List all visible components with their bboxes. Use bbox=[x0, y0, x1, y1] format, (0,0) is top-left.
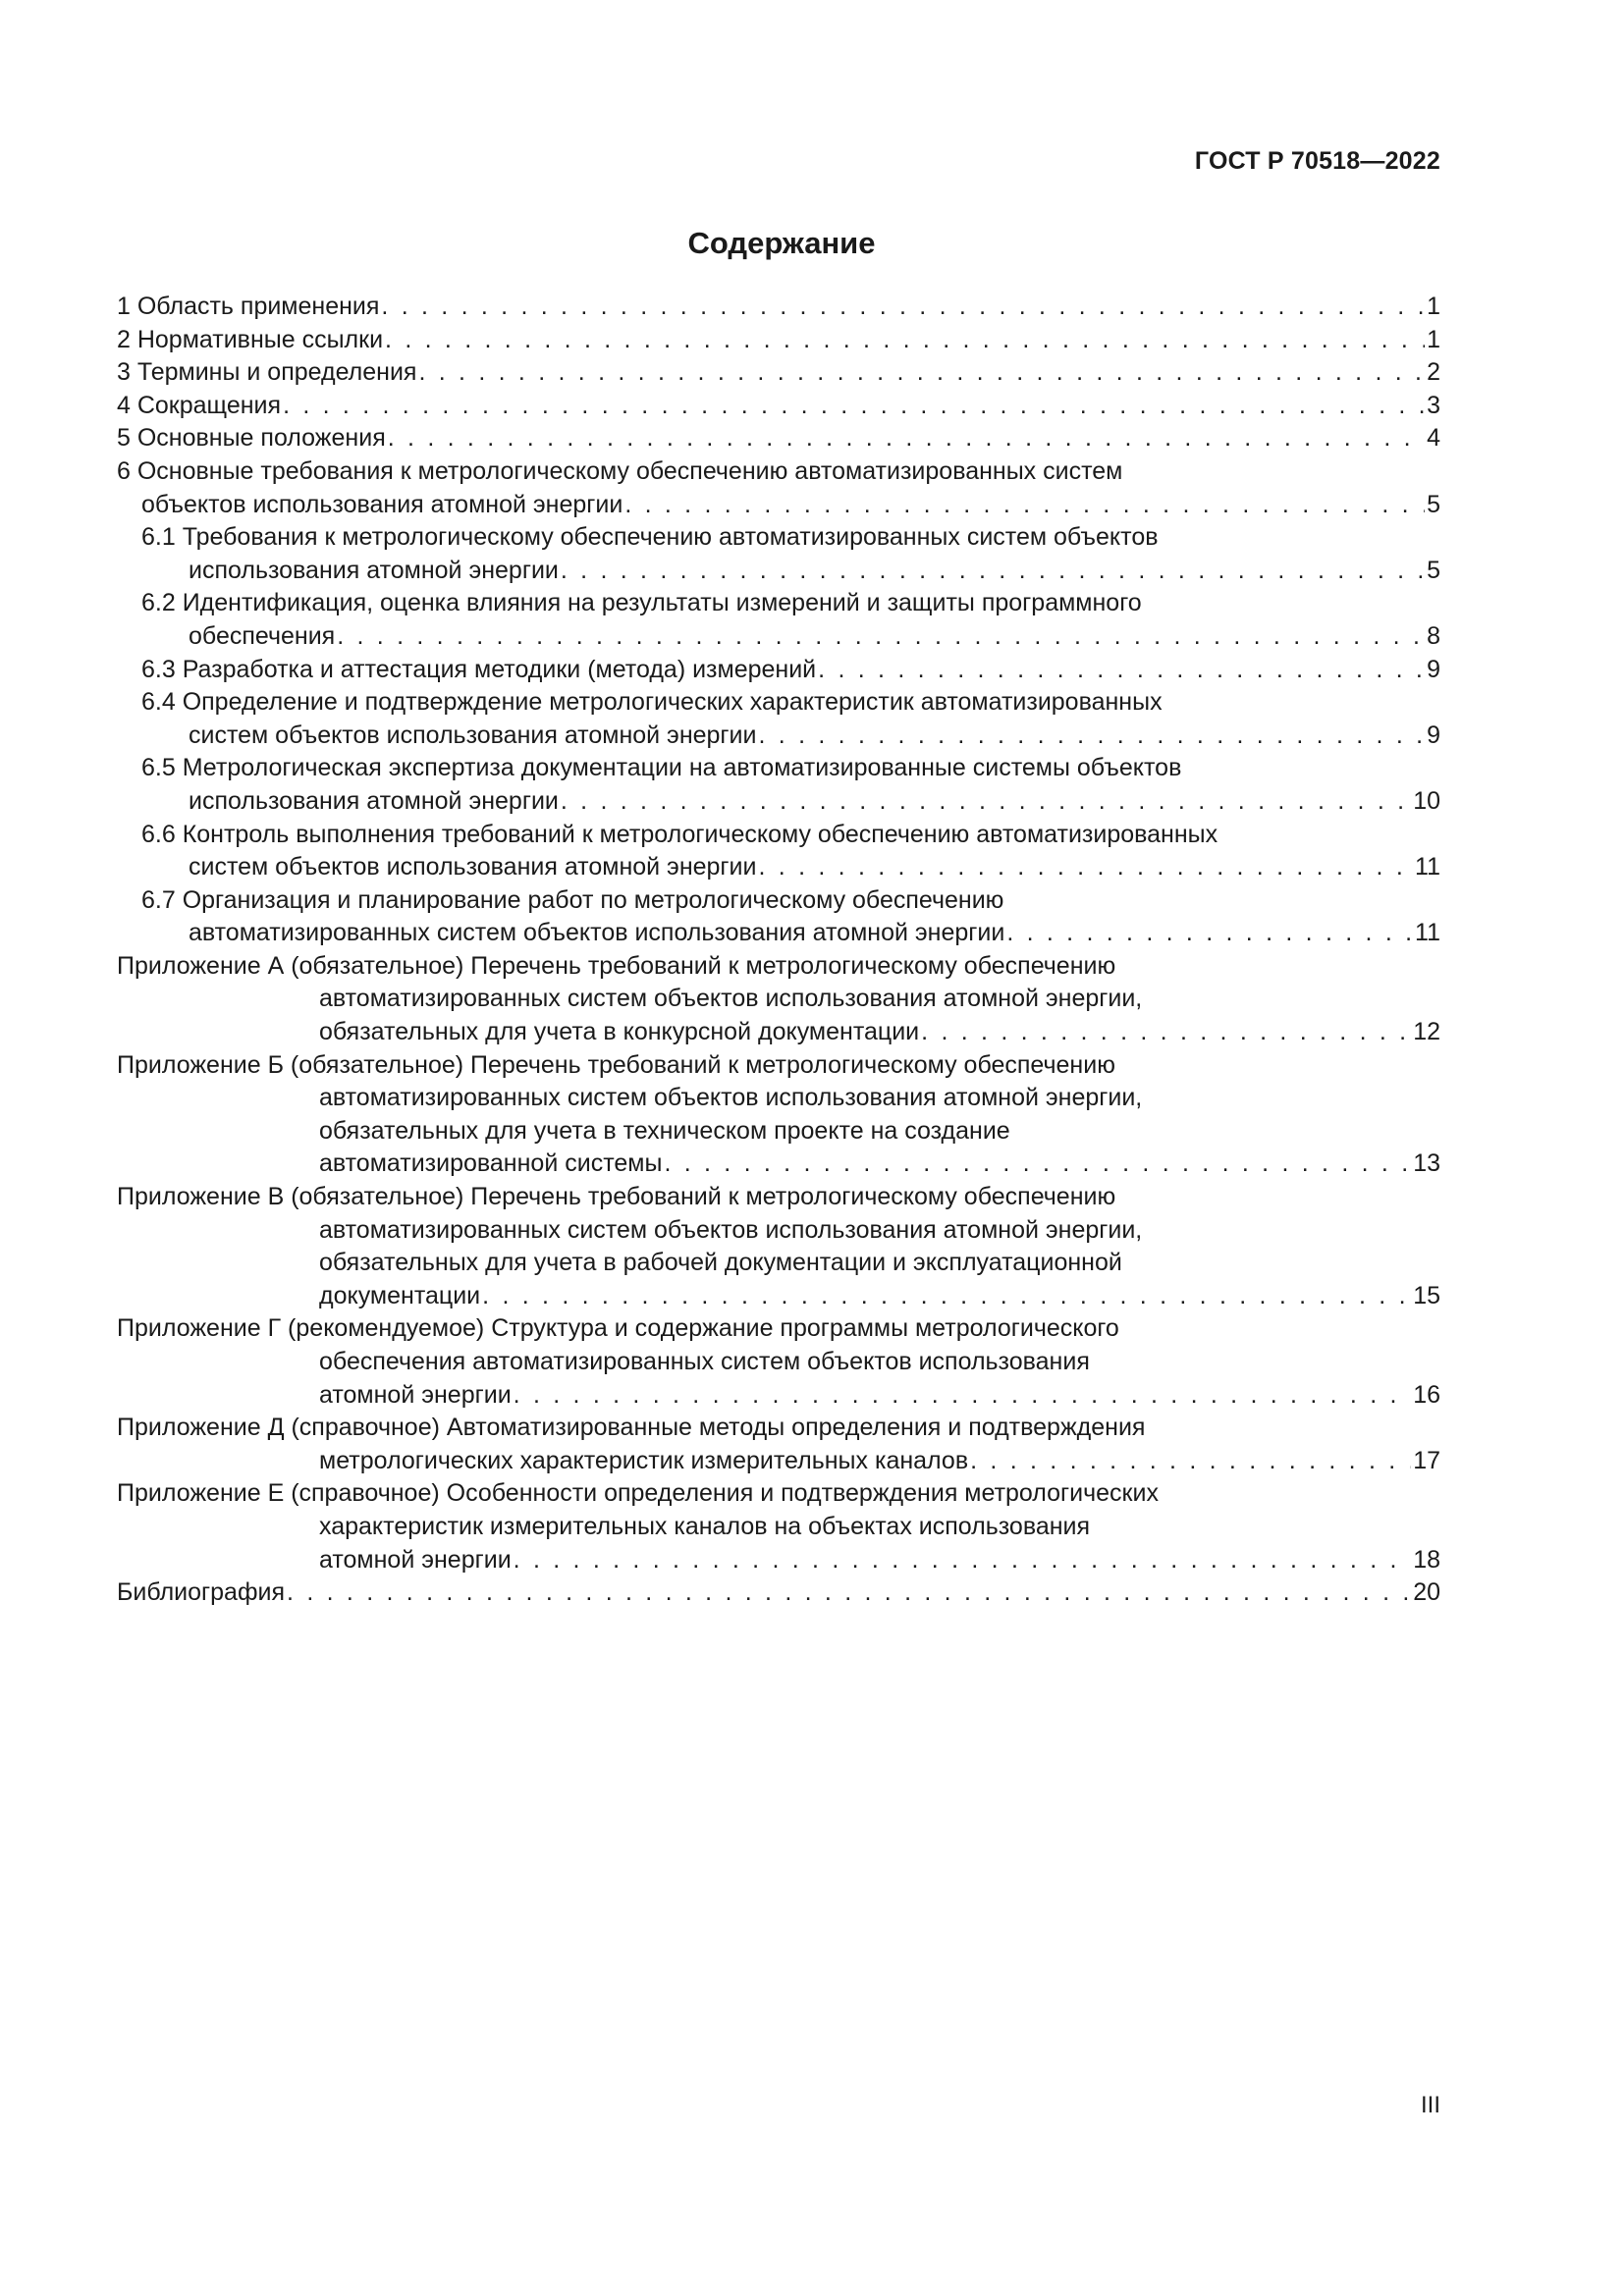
dot-leader bbox=[283, 390, 1425, 423]
toc-page-number: 17 bbox=[1413, 1446, 1440, 1474]
toc-entry-text: 5 Основные положения bbox=[117, 424, 386, 453]
page-folio: III bbox=[1420, 2092, 1440, 2118]
toc-entry-text: обязательных для учета в конкурсной документации bbox=[319, 1018, 920, 1046]
table-of-contents bbox=[117, 291, 1440, 1610]
dot-leader bbox=[418, 356, 1425, 390]
toc-page-number: 4 bbox=[1427, 424, 1440, 453]
toc-page-number: 20 bbox=[1413, 1578, 1440, 1607]
toc-entry-6-2[interactable] bbox=[117, 587, 1440, 653]
toc-entry-text: атомной энергии bbox=[319, 1380, 512, 1409]
toc-page-number: 2 bbox=[1427, 358, 1440, 387]
toc-page-number: 12 bbox=[1413, 1018, 1440, 1046]
toc-entry-text: использования атомной энергии bbox=[189, 786, 559, 815]
toc-entry-text: 6.1 Требования к метрологическому обеспечению автоматизированных систем объектов bbox=[141, 523, 1159, 552]
toc-entry-text: 6.5 Метрологическая экспертиза документации на автоматизированные системы объектов bbox=[141, 754, 1182, 782]
toc-entry-text: 6.4 Определение и подтверждение метрологических характеристик автоматизированных bbox=[141, 688, 1163, 717]
dot-leader bbox=[287, 1576, 1411, 1610]
dot-leader bbox=[664, 1148, 1411, 1181]
toc-entry-text: автоматизированных систем объектов использования атомной энергии, bbox=[319, 1215, 1143, 1244]
toc-entry-3[interactable] bbox=[117, 356, 1440, 390]
toc-entry-6-7[interactable] bbox=[117, 884, 1440, 950]
toc-entry-text: систем объектов использования атомной энергии bbox=[189, 721, 757, 749]
toc-entry-text: обеспечения автоматизированных систем объектов использования bbox=[319, 1348, 1090, 1375]
toc-page-number: 9 bbox=[1427, 721, 1440, 749]
toc-entry-text: использования атомной энергии bbox=[189, 556, 559, 584]
dot-leader bbox=[561, 785, 1411, 819]
toc-page-number: 9 bbox=[1427, 655, 1440, 683]
toc-entry-text: 3 Термины и определения bbox=[117, 358, 417, 387]
toc-entry-text: автоматизированной системы bbox=[319, 1149, 663, 1178]
dot-leader bbox=[381, 291, 1425, 324]
toc-entry-appendix-v[interactable] bbox=[117, 1181, 1440, 1312]
toc-entry-text: 4 Сокращения bbox=[117, 391, 282, 419]
dot-leader bbox=[921, 1016, 1411, 1049]
dot-leader bbox=[514, 1544, 1412, 1577]
toc-page-number: 11 bbox=[1415, 919, 1440, 947]
toc-page-number: 11 bbox=[1415, 853, 1440, 881]
toc-entry-text: автоматизированных систем объектов использования атомной энергии bbox=[189, 919, 1005, 947]
toc-entry-text: обязательных для учета в техническом проекте на создание bbox=[319, 1116, 1010, 1145]
toc-entry-text: Приложение В (обязательное) Перечень требований к метрологическому обеспечению bbox=[117, 1183, 1116, 1211]
toc-page-number: 10 bbox=[1413, 786, 1440, 815]
dot-leader bbox=[561, 555, 1425, 588]
toc-entry-appendix-d[interactable] bbox=[117, 1412, 1440, 1477]
toc-page-number: 3 bbox=[1427, 391, 1440, 419]
toc-entry-text: 2 Нормативные ссылки bbox=[117, 325, 384, 353]
toc-entry-text: метрологических характеристик измерительных каналов bbox=[319, 1446, 969, 1474]
toc-entry-text: Приложение Б (обязательное) Перечень требований к метрологическому обеспечению bbox=[117, 1050, 1115, 1079]
dot-leader bbox=[758, 720, 1425, 753]
toc-page-number: 13 bbox=[1413, 1149, 1440, 1178]
dot-leader bbox=[818, 654, 1425, 687]
toc-entry-text: Приложение Е (справочное) Особенности определения и подтверждения метрологических bbox=[117, 1479, 1159, 1508]
dot-leader bbox=[385, 324, 1425, 357]
dot-leader bbox=[624, 489, 1425, 522]
toc-page-number: 1 bbox=[1427, 325, 1440, 353]
toc-entry-text: Приложение А (обязательное) Перечень требований к метрологическому обеспечению bbox=[117, 951, 1116, 980]
dot-leader bbox=[758, 851, 1413, 884]
toc-entry-text: обязательных для учета в рабочей документации и эксплуатационной bbox=[319, 1249, 1122, 1277]
toc-entry-text: 6 Основные требования к метрологическому обеспечению автоматизированных систем bbox=[117, 456, 1123, 485]
toc-entry-5[interactable] bbox=[117, 422, 1440, 455]
dot-leader bbox=[482, 1280, 1411, 1313]
document-code: ГОСТ Р 70518—2022 bbox=[1194, 147, 1440, 175]
toc-entry-text: Приложение Д (справочное) Автоматизированные методы определения и подтверждения bbox=[117, 1414, 1146, 1442]
toc-entry-text: Приложение Г (рекомендуемое) Структура и содержание программы метрологического bbox=[117, 1314, 1119, 1343]
toc-entry-appendix-b[interactable] bbox=[117, 1049, 1440, 1181]
toc-entry-text: атомной энергии bbox=[319, 1545, 512, 1574]
dot-leader bbox=[388, 422, 1425, 455]
toc-entry-6-6[interactable] bbox=[117, 819, 1440, 884]
toc-entry-text: обеспечения bbox=[189, 621, 336, 650]
toc-page-number: 1 bbox=[1427, 293, 1440, 320]
toc-entry-text: систем объектов использования атомной энергии bbox=[189, 853, 757, 881]
toc-entry-appendix-g[interactable] bbox=[117, 1312, 1440, 1412]
toc-entry-text: документации bbox=[319, 1281, 481, 1309]
toc-entry-1[interactable] bbox=[117, 291, 1440, 324]
toc-entry-text: 6.2 Идентификация, оценка влияния на результаты измерений и защиты программного bbox=[141, 589, 1142, 617]
toc-entry-text: 6.7 Организация и планирование работ по метрологическому обеспечению bbox=[141, 885, 1004, 914]
toc-entry-2[interactable] bbox=[117, 324, 1440, 357]
toc-page-number: 16 bbox=[1413, 1380, 1440, 1409]
dot-leader bbox=[1006, 917, 1413, 950]
toc-entry-appendix-e[interactable] bbox=[117, 1477, 1440, 1576]
toc-entry-6-1[interactable] bbox=[117, 521, 1440, 587]
toc-entry-6-4[interactable] bbox=[117, 686, 1440, 752]
toc-entry-text: 6.3 Разработка и аттестация методики (метода) измерений bbox=[141, 655, 817, 683]
toc-page-number: 5 bbox=[1427, 490, 1440, 518]
toc-entry-text: 6.6 Контроль выполнения требований к метрологическому обеспечению автоматизированных bbox=[141, 820, 1218, 848]
toc-entry-6[interactable] bbox=[117, 455, 1440, 521]
toc-page-number: 18 bbox=[1413, 1545, 1440, 1574]
toc-entry-text: автоматизированных систем объектов использования атомной энергии, bbox=[319, 1084, 1143, 1112]
toc-entry-text: Библиография bbox=[117, 1578, 286, 1607]
dot-leader bbox=[337, 620, 1425, 654]
toc-page-number: 15 bbox=[1413, 1281, 1440, 1309]
toc-entry-text: автоматизированных систем объектов использования атомной энергии, bbox=[319, 985, 1143, 1013]
toc-entry-text: характеристик измерительных каналов на объектах использования bbox=[319, 1512, 1091, 1540]
toc-entry-4[interactable] bbox=[117, 390, 1440, 423]
toc-entry-text: объектов использования атомной энергии bbox=[141, 490, 623, 518]
toc-entry-6-5[interactable] bbox=[117, 752, 1440, 818]
toc-title: Содержание bbox=[687, 226, 876, 260]
toc-entry-6-3[interactable] bbox=[117, 654, 1440, 687]
toc-entry-appendix-a[interactable] bbox=[117, 950, 1440, 1049]
toc-entry-bibliography[interactable] bbox=[117, 1576, 1440, 1610]
toc-entry-text: 1 Область применения bbox=[117, 293, 380, 320]
dot-leader bbox=[970, 1445, 1411, 1478]
dot-leader bbox=[514, 1379, 1412, 1413]
toc-page-number: 8 bbox=[1427, 621, 1440, 650]
toc-page-number: 5 bbox=[1427, 556, 1440, 584]
